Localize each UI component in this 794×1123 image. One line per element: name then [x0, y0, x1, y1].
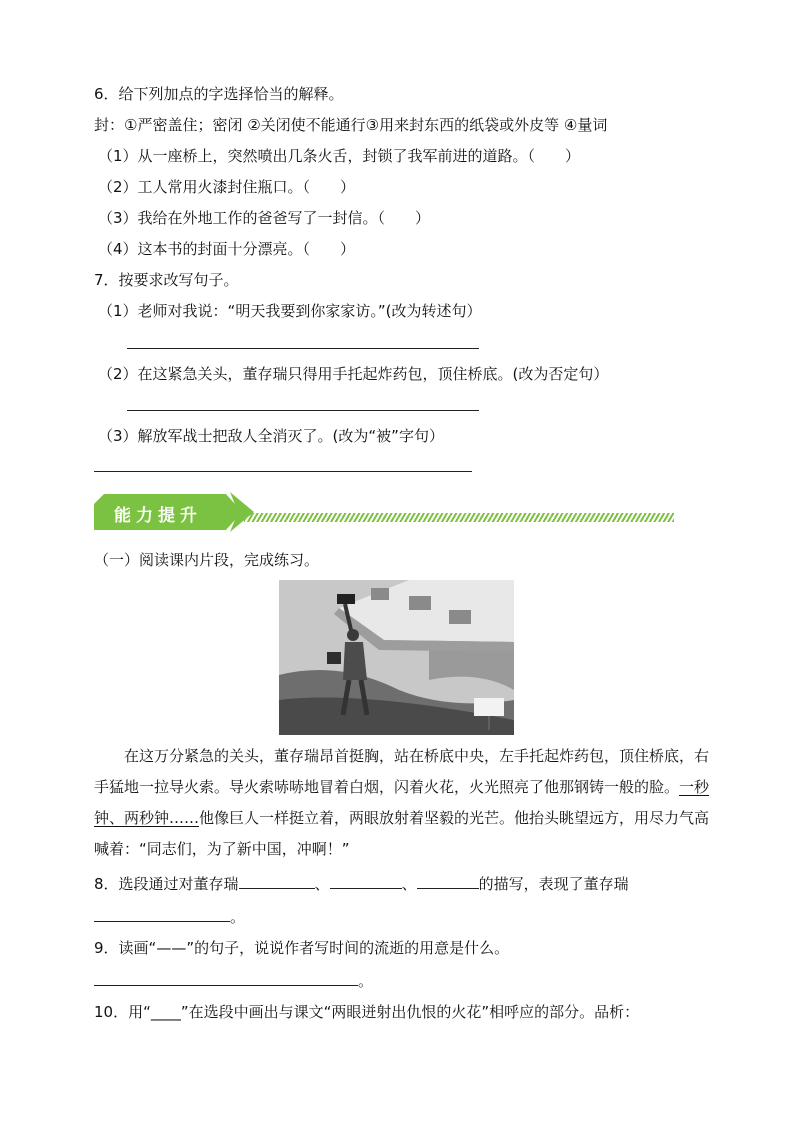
passage-underlined: 一秒钟、两秒钟…… — [94, 778, 710, 827]
q7-answer-line-2[interactable] — [127, 410, 479, 411]
q9-blank[interactable] — [94, 969, 358, 986]
q6-item-1: （1）从一座桥上，突然喷出几条火舌，封锁了我军前进的道路。（ ） — [98, 147, 581, 165]
q8-blank-3[interactable] — [417, 872, 479, 889]
q6-item-2: （2）工人常用火漆封住瓶口。（ ） — [98, 178, 356, 196]
q7-item-2: （2）在这紧急关头，董存瑞只得用手托起炸药包，顶住桥底。(改为否定句） — [98, 365, 609, 383]
q7-item-3: （3）解放军战士把敌人全消灭了。(改为“被”字句） — [98, 427, 444, 445]
q9-end: 。 — [358, 972, 374, 990]
banner-title: 能力提升 — [114, 506, 202, 526]
q6-definitions: 封：①严密盖住；密闭 ②关闭使不能通行③用来封东西的纸袋或外皮等 ④量词 — [94, 116, 608, 134]
passage-part-2: 他像巨人一样挺立着，两眼放射着坚毅的光芒。他抬头眺望远方，用尽力气高喊着：“同志们，为了新中国，冲啊！” — [94, 809, 710, 858]
q8-sep-2: 、 — [401, 875, 417, 893]
section-banner — [94, 492, 679, 532]
q7-answer-line-1[interactable] — [127, 348, 479, 349]
q8-sep-1: 、 — [314, 875, 330, 893]
q7-answer-line-3[interactable] — [94, 471, 472, 472]
passage-part-1: 在这万分紧急的关头，董存瑞昂首挺胸，站在桥底中央，左手托起炸药包，顶住桥底，右手猛地一拉导火索。导火索哧哧地冒着白烟，闪着火花，火光照亮了他那钢铸一般的脸。 — [94, 747, 710, 796]
q8-suffix: 的描写，表现了董存瑞 — [478, 875, 629, 893]
q9-answer-row — [94, 969, 373, 991]
q8-answer-row — [94, 905, 245, 927]
q10-text: 10．用“____”在选段中画出与课文“两眼迸射出仇恨的火花”相呼应的部分。品析： — [94, 1003, 640, 1021]
q8-blank-2[interactable] — [330, 872, 402, 889]
q9-text: 9．读画“——”的句子，说说作者写时间的流逝的用意是什么。 — [94, 939, 510, 957]
q6-title: 6．给下列加点的字选择恰当的解释。 — [94, 85, 344, 103]
statue-photo — [279, 580, 514, 735]
q8-blank-1[interactable] — [239, 872, 315, 889]
subsection-title: （一）阅读课内片段，完成练习。 — [94, 551, 320, 569]
passage — [94, 741, 714, 865]
q8-end: 。 — [230, 908, 246, 926]
q8-prefix: 8．选段通过对董存瑞 — [94, 875, 239, 893]
q7-item-1: （1）老师对我说：“明天我要到你家家访。”(改为转述句） — [98, 302, 482, 320]
q7-title: 7．按要求改写句子。 — [94, 271, 239, 289]
banner-stripe — [244, 513, 674, 522]
q8-text — [94, 872, 629, 894]
photo-illustration — [279, 580, 514, 735]
q8-blank-4[interactable] — [94, 905, 230, 922]
q6-item-4: （4）这本书的封面十分漂亮。（ ） — [98, 240, 356, 258]
q6-item-3: （3）我给在外地工作的爸爸写了一封信。（ ） — [98, 209, 431, 227]
